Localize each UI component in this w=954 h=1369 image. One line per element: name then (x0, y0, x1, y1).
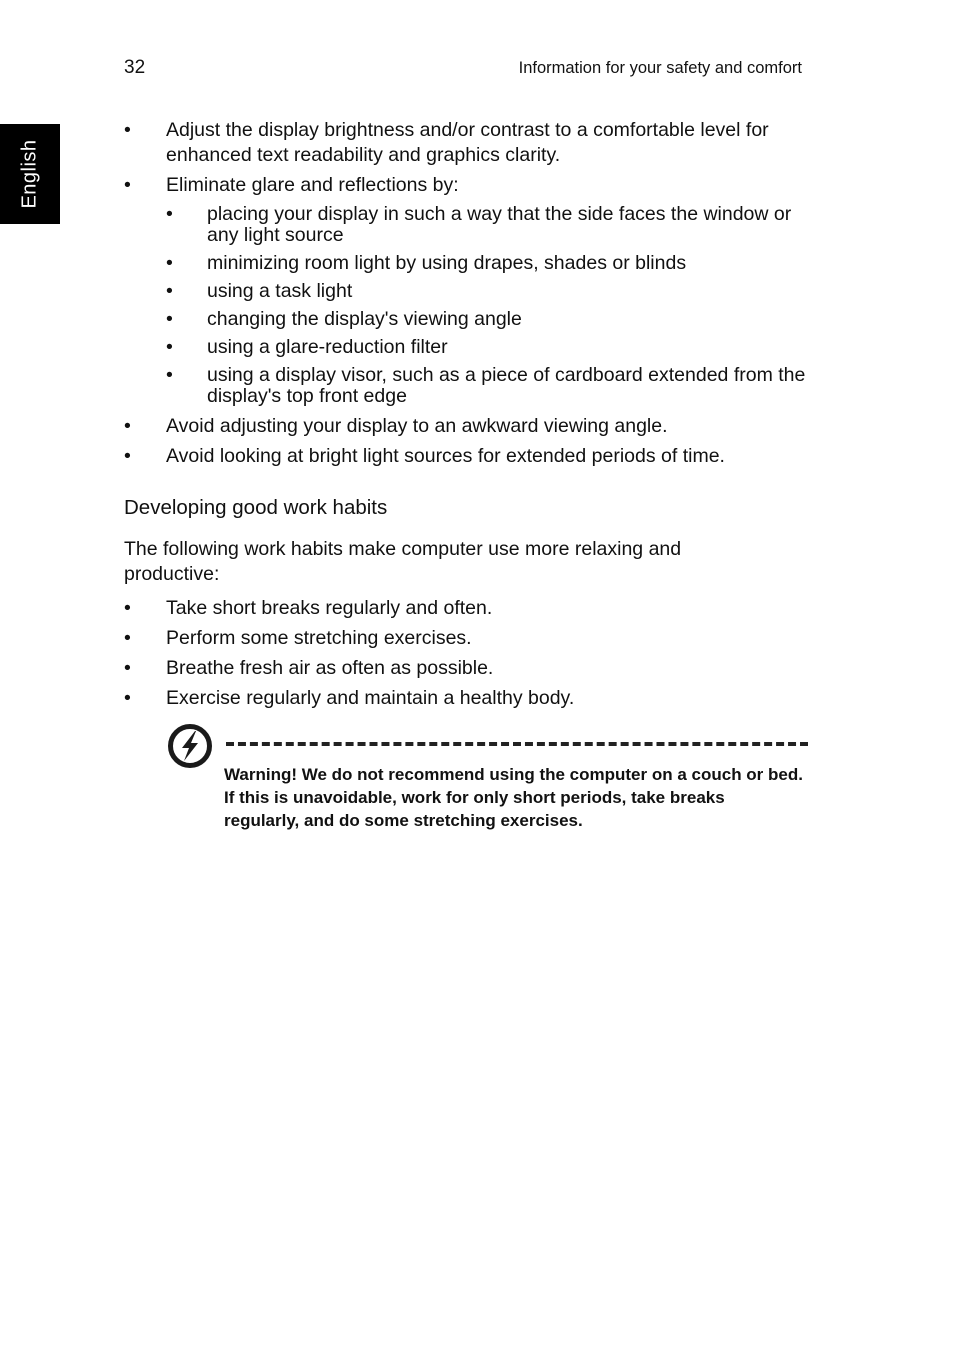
sublist-item-text: using a display visor, such as a piece of cardboard extended from the display's top front edge (207, 364, 806, 407)
warning-lightning-icon (167, 723, 213, 769)
section-heading: Developing good work habits (124, 496, 388, 519)
language-tab-label: English (18, 139, 41, 209)
sublist-item (166, 309, 824, 330)
bullet: • (166, 308, 173, 330)
list-item-text: Eliminate glare and reflections by: (166, 174, 459, 196)
page-number: 32 (124, 57, 146, 78)
sublist-item-text: changing the display's viewing angle (207, 308, 522, 330)
bullet: • (166, 364, 173, 386)
language-tab (0, 124, 60, 224)
bullet: • (124, 687, 131, 709)
work-habits-list (124, 596, 824, 711)
list-item-text: Exercise regularly and maintain a healthy body. (166, 687, 575, 709)
sublist-item (166, 337, 824, 358)
list-item-text: Adjust the display brightness and/or contrast to a comfortable level for enhanced text readability and graphics clarity. (166, 119, 769, 166)
warning-text: Warning! We do not recommend using the computer on a couch or bed. If this is unavoidable, work for only short periods, take breaks regularly, and do some stretching exercises. (224, 765, 803, 830)
bullet: • (166, 203, 173, 225)
list-item-text: Avoid adjusting your display to an awkward viewing angle. (166, 415, 668, 437)
list-item-text: Perform some stretching exercises. (166, 627, 472, 649)
bullet: • (166, 252, 173, 274)
bullet: • (124, 119, 131, 141)
sublist-item-text: using a glare-reduction filter (207, 336, 448, 358)
list-item (124, 118, 824, 168)
sublist-item (166, 365, 824, 407)
sublist-item-text: using a task light (207, 280, 353, 302)
bullet: • (124, 597, 131, 619)
warning-box (124, 723, 824, 843)
bullet: • (166, 280, 173, 302)
sublist-item (166, 281, 824, 302)
list-item (124, 656, 824, 681)
list-item (124, 596, 824, 621)
bullet: • (166, 336, 173, 358)
list-item-text: Take short breaks regularly and often. (166, 597, 493, 619)
display-tips-list (124, 118, 824, 469)
sublist-item (166, 204, 824, 246)
sublist-item (166, 253, 824, 274)
list-item (124, 414, 824, 439)
running-header: Information for your safety and comfort (518, 59, 802, 77)
list-item-text: Breathe fresh air as often as possible. (166, 657, 494, 679)
list-item (124, 173, 824, 407)
page-content (124, 118, 824, 843)
warning-divider (226, 742, 808, 746)
sublist-item-text: placing your display in such a way that the side faces the window or any light source (207, 203, 792, 246)
bullet: • (124, 415, 131, 437)
bullet: • (124, 445, 131, 467)
bullet: • (124, 657, 131, 679)
list-item (124, 686, 824, 711)
section-intro: The following work habits make computer use more relaxing and productive: (124, 538, 682, 585)
sublist-item-text: minimizing room light by using drapes, shades or blinds (207, 252, 687, 274)
bullet: • (124, 174, 131, 196)
list-item (124, 626, 824, 651)
list-item (124, 444, 824, 469)
bullet: • (124, 627, 131, 649)
glare-tips-sublist (166, 204, 824, 407)
list-item-text: Avoid looking at bright light sources for extended periods of time. (166, 445, 725, 467)
